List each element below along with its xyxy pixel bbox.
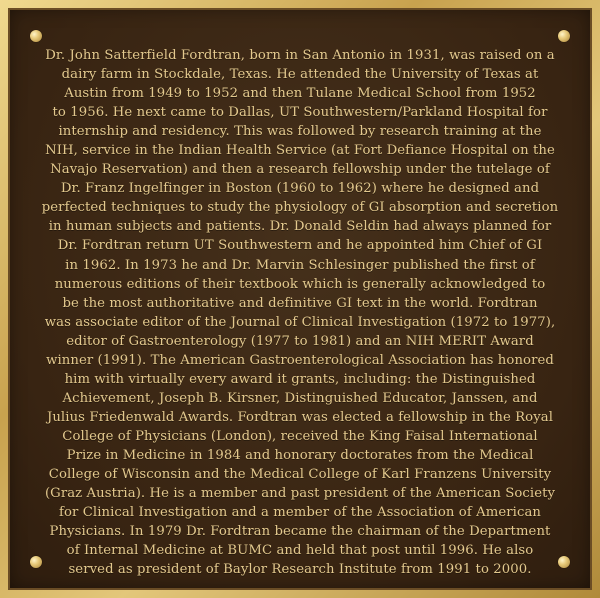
plaque-line: numerous editions of their textbook which is generally acknowledged to xyxy=(54,276,546,292)
plaque-line: Prize in Medicine in 1984 and honorary doctorates from the Medical xyxy=(66,447,534,463)
screw-icon xyxy=(558,30,570,42)
screw-icon xyxy=(558,556,570,568)
plaque-line: served as president of Baylor Research Institute from 1991 to 2000. xyxy=(68,562,532,578)
screw-icon xyxy=(30,556,42,568)
plaque-line: Achievement, Joseph B. Kirsner, Distinguished Educator, Janssen, and xyxy=(62,390,538,406)
plaque-line: of Internal Medicine at BUMC and held that post until 1996. He also xyxy=(66,543,534,559)
plaque-line: to 1956. He next came to Dallas, UT Southwestern/Parkland Hospital for xyxy=(52,105,548,121)
plaque-line: was associate editor of the Journal of Clinical Investigation (1972 to 1977), xyxy=(44,314,556,330)
plaque-text xyxy=(38,46,562,579)
plaque-line: Dr. Fordtran return UT Southwestern and he appointed him Chief of GI xyxy=(57,238,543,254)
plaque-line: in human subjects and patients. Dr. Donald Seldin had always planned for xyxy=(48,219,552,235)
plaque-line: (Graz Austria). He is a member and past president of the American Society xyxy=(44,486,556,502)
plaque-line: Julius Friedenwald Awards. Fordtran was elected a fellowship in the Royal xyxy=(46,409,554,425)
plaque-line: winner (1991). The American Gastroenterological Association has honored xyxy=(46,352,554,368)
plaque-line: be the most authoritative and definitive GI text in the world. Fordtran xyxy=(62,295,538,311)
plaque-line: Austin from 1949 to 1952 and then Tulane Medical School from 1952 xyxy=(64,86,536,102)
plaque-line: for Clinical Investigation and a member of the Association of American xyxy=(58,505,541,521)
plaque-line: him with virtually every award it grants, including: the Distinguished xyxy=(64,371,536,387)
plaque-line: Navajo Reservation) and then a research fellowship under the tutelage of xyxy=(50,162,550,178)
plaque-line: College of Physicians (London), received the King Faisal International xyxy=(62,428,538,444)
plaque-line: perfected techniques to study the physiology of GI absorption and secretion xyxy=(41,200,559,216)
plaque-line: NIH, service in the Indian Health Service (at Fort Defiance Hospital on the xyxy=(45,143,555,159)
plaque-line: internship and residency. This was followed by research training at the xyxy=(58,124,542,140)
plaque-line: editor of Gastroenterology (1977 to 1981) and an NIH MERIT Award xyxy=(66,333,534,349)
plaque-line: Dr. Franz Ingelfinger in Boston (1960 to 1962) where he designed and xyxy=(60,181,540,197)
plaque-line: dairy farm in Stockdale, Texas. He attended the University of Texas at xyxy=(61,67,539,83)
screw-icon xyxy=(30,30,42,42)
plaque-line: Physicians. In 1979 Dr. Fordtran became the chairman of the Department xyxy=(49,524,551,540)
plaque-line: in 1962. In 1973 he and Dr. Marvin Schlesinger published the first of xyxy=(65,257,535,273)
plaque-line: College of Wisconsin and the Medical College of Karl Franzens University xyxy=(48,467,552,483)
plaque-line: Dr. John Satterfield Fordtran, born in San Antonio in 1931, was raised on a xyxy=(45,48,555,63)
plaque-panel xyxy=(8,8,592,590)
